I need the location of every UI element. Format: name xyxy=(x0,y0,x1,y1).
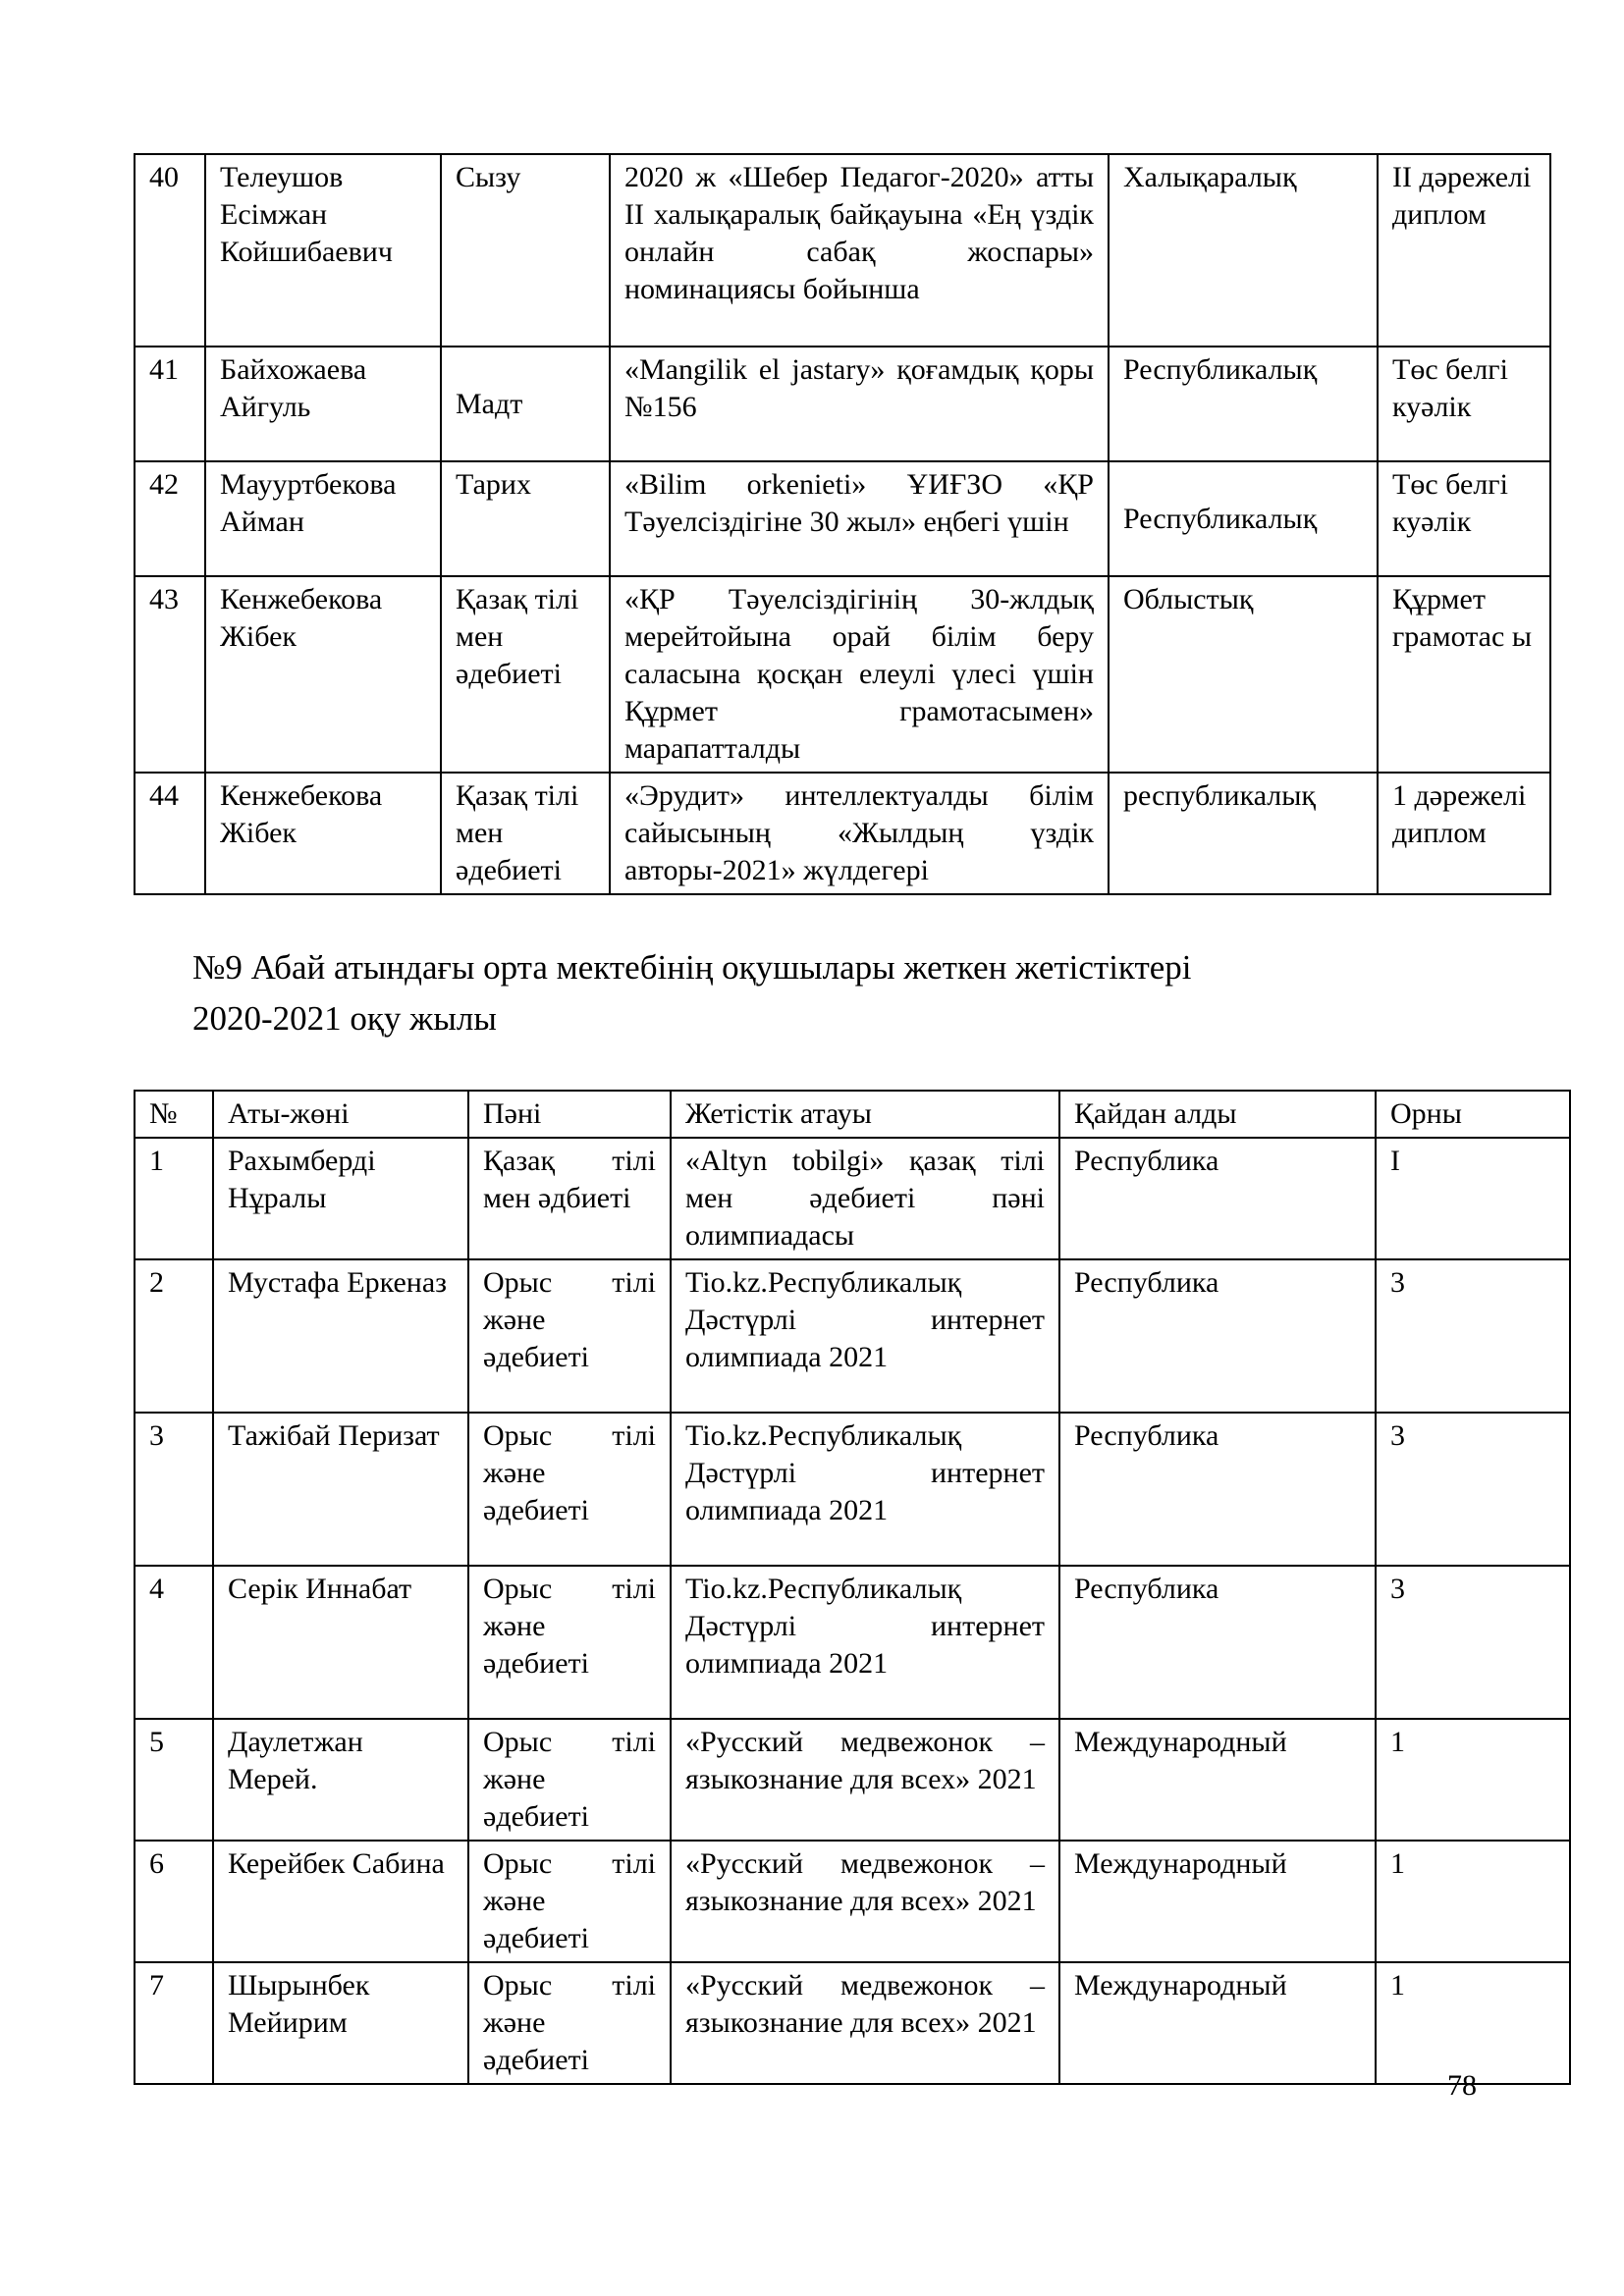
table-row xyxy=(135,154,1550,347)
row-number: 41 xyxy=(135,347,205,461)
achievement-text: «Русский медвежонок – языкознание для всех» 2021 xyxy=(685,1847,1045,1917)
subject-text: Орыс тілі және әдебиеті xyxy=(483,1266,656,1373)
teacher-name: Телеушов Есімжан Койшибаевич xyxy=(205,154,441,347)
subject: Қазақ тілі мен әдебиеті xyxy=(441,576,610,773)
row-number: 4 xyxy=(135,1566,213,1719)
subject xyxy=(468,1841,671,1962)
table-row xyxy=(135,1566,1570,1719)
row-number: 6 xyxy=(135,1841,213,1962)
level-text: Республикалық xyxy=(1123,502,1318,535)
achievement-text: Tio.kz.Республикалық Дәстүрлі интернет олимпиада 2021 xyxy=(685,1573,1045,1680)
table-row xyxy=(135,1841,1570,1962)
student-name: Мустафа Еркеназ xyxy=(213,1259,468,1413)
table-row xyxy=(135,1138,1570,1259)
subject-text: Орыс тілі және әдебиеті xyxy=(483,1726,656,1833)
achievement xyxy=(671,1962,1059,2084)
subject xyxy=(468,1719,671,1841)
achievement-text: «Altyn tobilgi» қазақ тілі мен әдебиеті пәні олимпиадасы xyxy=(685,1145,1045,1252)
award: Құрмет грамотас ы xyxy=(1378,576,1550,773)
achievement-text: «ҚР Тәуелсіздігінің 30-жлдық мерейтойына орай білім беру саласына қосқан елеулі үлесі үшін Құрмет грамотасымен» марапатталды xyxy=(624,583,1094,765)
student-name: Шырынбек Мейирим xyxy=(213,1962,468,2084)
teacher-achievements-table xyxy=(134,153,1551,895)
column-header: Орны xyxy=(1376,1091,1570,1138)
place: 3 xyxy=(1376,1413,1570,1566)
source: Международный xyxy=(1059,1962,1376,2084)
achievement-text: «Эрудит» интеллектуалды білім сайысының «Жылдың үздік авторы-2021» жүлдегері xyxy=(624,779,1094,886)
row-number: 7 xyxy=(135,1962,213,2084)
level: Республикалық xyxy=(1109,347,1378,461)
source: Международный xyxy=(1059,1841,1376,1962)
achievement xyxy=(671,1138,1059,1259)
source: Республика xyxy=(1059,1259,1376,1413)
teacher-name: Байхожаева Айгуль xyxy=(205,347,441,461)
row-number: 5 xyxy=(135,1719,213,1841)
subject xyxy=(468,1566,671,1719)
source: Республика xyxy=(1059,1413,1376,1566)
row-number: 2 xyxy=(135,1259,213,1413)
place: 1 xyxy=(1376,1962,1570,2084)
row-number: 1 xyxy=(135,1138,213,1259)
achievement xyxy=(610,773,1109,894)
source: Республика xyxy=(1059,1138,1376,1259)
page-number: 78 xyxy=(1447,2069,1477,2102)
student-name: Даулетжан Мерей. xyxy=(213,1719,468,1841)
award: Төс белгі куәлік xyxy=(1378,461,1550,576)
achievement xyxy=(671,1841,1059,1962)
award: 1 дәрежелі диплом xyxy=(1378,773,1550,894)
heading-line-2: 2020-2021 оқу жылы xyxy=(192,999,497,1038)
row-number: 3 xyxy=(135,1413,213,1566)
level: республикалық xyxy=(1109,773,1378,894)
teacher-name: Маууртбекова Айман xyxy=(205,461,441,576)
table-row xyxy=(135,1962,1570,2084)
level: Халықаралық xyxy=(1109,154,1378,347)
student-name: Рахымберді Нұралы xyxy=(213,1138,468,1259)
teacher-name: Кенжебекова Жібек xyxy=(205,773,441,894)
subject xyxy=(468,1962,671,2084)
level xyxy=(1109,461,1378,576)
place: 1 xyxy=(1376,1841,1570,1962)
subject xyxy=(468,1259,671,1413)
subject-text: Орыс тілі және әдебиеті xyxy=(483,1847,656,1954)
student-name: Серік Иннабат xyxy=(213,1566,468,1719)
achievement-text: «Bilim orkenieti» ҰИҒЗО «ҚР Тәуелсіздігіне 30 жыл» еңбегі үшін xyxy=(624,468,1094,538)
row-number: 44 xyxy=(135,773,205,894)
place: 1 xyxy=(1376,1719,1570,1841)
heading-line-1: №9 Абай атындағы орта мектебінің оқушылары жеткен жетістіктері xyxy=(192,948,1192,987)
student-name: Керейбек Сабина xyxy=(213,1841,468,1962)
subject: Сызу xyxy=(441,154,610,347)
table-row xyxy=(135,461,1550,576)
level: Облыстық xyxy=(1109,576,1378,773)
achievement xyxy=(671,1566,1059,1719)
subject-text: Мадт xyxy=(456,387,523,420)
subject-text: Орыс тілі және әдебиеті xyxy=(483,1573,656,1680)
subject-text: Орыс тілі және әдебиеті xyxy=(483,1969,656,2076)
place: 3 xyxy=(1376,1566,1570,1719)
column-header: Пәні xyxy=(468,1091,671,1138)
table-row xyxy=(135,576,1550,773)
award: Төс белгі куәлік xyxy=(1378,347,1550,461)
subject xyxy=(468,1413,671,1566)
column-header: Аты-жөні xyxy=(213,1091,468,1138)
place: I xyxy=(1376,1138,1570,1259)
subject xyxy=(441,347,610,461)
table-header-row xyxy=(135,1091,1570,1138)
student-name: Тажібай Перизат xyxy=(213,1413,468,1566)
table-row xyxy=(135,1413,1570,1566)
subject: Қазақ тілі мен әдебиеті xyxy=(441,773,610,894)
achievement xyxy=(610,461,1109,576)
subject-text: Орыс тілі және әдебиеті xyxy=(483,1419,656,1526)
subject-text: Қазақ тілі мен әдбиеті xyxy=(483,1145,656,1214)
table-row xyxy=(135,1259,1570,1413)
column-header: Жетістік атауы xyxy=(671,1091,1059,1138)
subject xyxy=(468,1138,671,1259)
source: Международный xyxy=(1059,1719,1376,1841)
teacher-name: Кенжебекова Жібек xyxy=(205,576,441,773)
row-number: 42 xyxy=(135,461,205,576)
achievement-text: Tio.kz.Республикалық Дәстүрлі интернет олимпиада 2021 xyxy=(685,1266,1045,1373)
place: 3 xyxy=(1376,1259,1570,1413)
achievement-text: Tio.kz.Республикалық Дәстүрлі интернет олимпиада 2021 xyxy=(685,1419,1045,1526)
subject: Тарих xyxy=(441,461,610,576)
achievement-text: «Русский медвежонок – языкознание для всех» 2021 xyxy=(685,1969,1045,2039)
achievement xyxy=(610,347,1109,461)
award: II дәрежелі диплом xyxy=(1378,154,1550,347)
table-row xyxy=(135,773,1550,894)
student-achievements-table xyxy=(134,1090,1571,2085)
achievement xyxy=(610,576,1109,773)
column-header: Қайдан алды xyxy=(1059,1091,1376,1138)
achievement-text: «Русский медвежонок – языкознание для всех» 2021 xyxy=(685,1726,1045,1795)
achievement-text: 2020 ж «Шебер Педагог-2020» атты II халықаралық байқауына «Ең үздік онлайн сабақ жоспары» номинациясы бойынша xyxy=(624,161,1094,305)
source: Республика xyxy=(1059,1566,1376,1719)
row-number: 43 xyxy=(135,576,205,773)
row-number: 40 xyxy=(135,154,205,347)
achievement-text: «Mangilik el jastary» қоғамдық қоры №156 xyxy=(624,353,1094,423)
achievement xyxy=(610,154,1109,347)
section-heading xyxy=(192,942,1567,1044)
achievement xyxy=(671,1719,1059,1841)
achievement xyxy=(671,1413,1059,1566)
table-row xyxy=(135,1719,1570,1841)
achievement xyxy=(671,1259,1059,1413)
column-header: № xyxy=(135,1091,213,1138)
table-row xyxy=(135,347,1550,461)
